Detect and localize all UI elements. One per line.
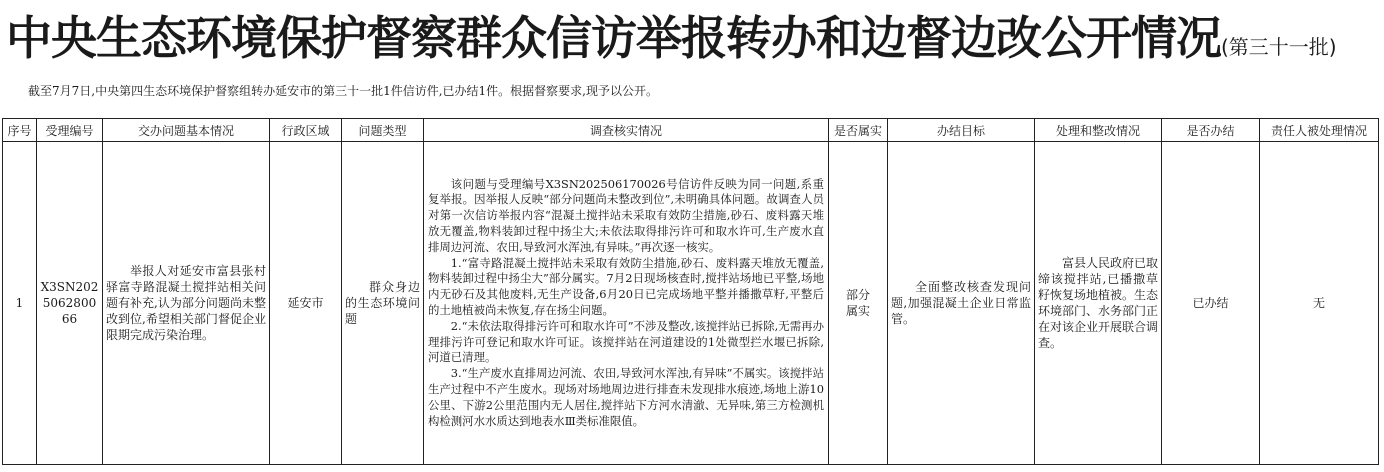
header-accountability: 责任人被处理情况	[1260, 119, 1379, 142]
header-region: 行政区域	[270, 119, 342, 142]
cell-goal: 全面整改核查发现问题,加强混凝土企业日常监管。	[888, 142, 1035, 465]
header-issue: 交办问题基本情况	[103, 119, 270, 142]
cell-issue: 举报人对延安市富县张村驿富寺路混凝土搅拌站相关问题有补充,认为部分问题尚未整改到位,希望相关部门督促企业限期完成污染治理。	[103, 142, 270, 465]
detail-paragraph: 该问题与受理编号X3SN202506170026号信访件反映为同一问题,系重复举报。因举报人反映“部分问题尚未整改到位”,未明确具体问题。故调查人员对第一次信访举报内容“混凝土搅拌站未采取有效防尘措施,砂石、废料露天堆放无覆盖,物料装卸过程中扬尘大;未依法取得排污许可和取水许可,生产废水直排周边河流、农田,导致河水浑浊,有异味。”再次逐一核实。	[428, 176, 824, 254]
cell-type: 群众身边的生态环境问题	[342, 142, 424, 465]
header-detail: 调查核实情况	[424, 119, 829, 142]
cell-detail	[424, 142, 829, 465]
header-verified: 是否属实	[829, 119, 888, 142]
cell-index: 1	[3, 142, 37, 465]
cell-handling: 富县人民政府已取缔该搅拌站,已播撒草籽恢复场地植被。生态环境部门、水务部门正在对该企业开展联合调查。	[1035, 142, 1162, 465]
cell-case-no: X3SN202506280066	[37, 142, 103, 465]
cell-verified: 部分属实	[829, 142, 888, 465]
cell-region: 延安市	[270, 142, 342, 465]
intro-text: 截至7月7日,中央第四生态环境保护督察组转办延安市的第三十一批1件信访件,已办结1件。根据督察要求,现予以公开。	[28, 84, 658, 98]
page-title: 中央生态环境保护督察群众信访举报转办和边督边改公开情况(第三十一批)	[6, 11, 1337, 65]
header-index: 序号	[3, 119, 37, 142]
cell-accountability: 无	[1260, 142, 1379, 465]
table-header-row	[3, 119, 1379, 142]
detail-paragraph: 1.“富寺路混凝土搅拌站未采取有效防尘措施,砂石、废料露天堆放无覆盖,物料装卸过程中扬尘大”部分属实。7月2日现场核查时,搅拌站场地已平整,场地内无砂石及其他废料,无生产设备,6月20日已完成场地平整并播撒草籽,平整后的土地植被尚未恢复,存在扬尘问题。	[428, 255, 824, 317]
table-row	[3, 142, 1379, 465]
detail-paragraph: 2.“未依法取得排污许可和取水许可”不涉及整改,该搅拌站已拆除,无需再办理排污许可登记和取水许可证。该搅拌站在河道建设的1处微型拦水堰已拆除,河道已清理。	[428, 318, 824, 365]
header-closed: 是否办结	[1162, 119, 1260, 142]
disclosure-table	[2, 118, 1379, 465]
header-type: 问题类型	[342, 119, 424, 142]
title-suffix: (第三十一批)	[1221, 35, 1337, 59]
detail-paragraph: 3.“生产废水直排周边河流、农田,导致河水浑浊,有异味”不属实。该搅拌站生产过程中不产生废水。现场对场地周边进行排查未发现排水痕迹,场地上游10公里、下游2公里范围内无人居住,搅拌站下方河水清澈、无异味,第三方检测机构检测河水水质达到地表水Ⅲ类标准限值。	[428, 366, 824, 428]
cell-closed: 已办结	[1162, 142, 1260, 465]
header-handling: 处理和整改情况	[1035, 119, 1162, 142]
header-goal: 办结目标	[888, 119, 1035, 142]
header-case-no: 受理编号	[37, 119, 103, 142]
